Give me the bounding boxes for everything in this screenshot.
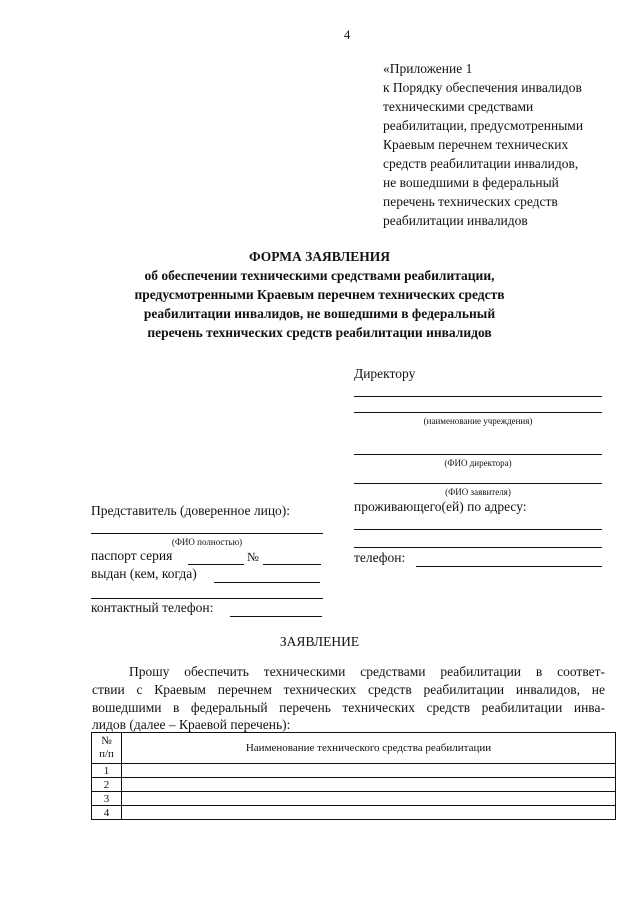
appendix-line: средств реабилитации инвалидов, (383, 156, 579, 171)
form-title-line: перечень технических средств реабилитации инвалидов (147, 325, 492, 340)
passport-label: паспорт серия (91, 548, 173, 563)
applicant-caption: (ФИО заявителя) (445, 487, 511, 497)
appendix-line: Краевым перечнем технических (383, 137, 569, 152)
form-heading: ФОРМА ЗАЯВЛЕНИЯ (248, 249, 391, 264)
header-num-line: п/п (99, 748, 114, 760)
institution-line-1[interactable] (354, 396, 602, 397)
fullname-caption: (ФИО полностью) (171, 537, 243, 547)
table-row (92, 778, 616, 792)
director-name-line[interactable] (354, 454, 602, 455)
row-number: 2 (92, 778, 122, 792)
passport-series-line[interactable] (188, 564, 244, 565)
representative-name-line[interactable] (91, 533, 323, 534)
residing-label: проживающего(ей) по адресу: (354, 499, 527, 514)
appendix-line: реабилитации инвалидов (383, 213, 528, 228)
page-number: 4 (344, 28, 351, 42)
contact-phone-line[interactable] (230, 616, 322, 617)
assistive-devices-table (91, 732, 616, 820)
row-name-cell[interactable] (122, 778, 616, 792)
phone-label: телефон: (354, 550, 406, 565)
appendix-line: «Приложение 1 (383, 61, 473, 76)
phone-line[interactable] (416, 566, 602, 567)
representative-title: Представитель (доверенное лицо): (91, 503, 291, 518)
appendix-line: реабилитации, предусмотренными (383, 118, 584, 133)
row-number: 1 (92, 764, 122, 778)
header-name-cell: Наименование технического средства реабилитации (122, 733, 616, 764)
statement-line: вошедшими в федеральный перечень технических средств реабилитации инва- (92, 700, 605, 715)
statement-line: Прошу обеспечить техническими средствами реабилитации в соответ- (129, 664, 605, 679)
appendix-line: к Порядку обеспечения инвалидов (383, 80, 582, 95)
table-row (92, 806, 616, 820)
number-sign: № (247, 550, 259, 564)
row-name-cell[interactable] (122, 764, 616, 778)
appendix-line: перечень технических средств (383, 194, 558, 209)
row-name-cell[interactable] (122, 792, 616, 806)
institution-line-2[interactable] (354, 412, 602, 413)
director-caption: (ФИО директора) (444, 458, 512, 468)
form-title-line: об обеспечении техническими средствами реабилитации, (144, 268, 495, 283)
address-line-1[interactable] (354, 529, 602, 530)
issued-line-2[interactable] (91, 598, 323, 599)
statement-title: ЗАЯВЛЕНИЕ (279, 634, 360, 649)
address-line-2[interactable] (354, 547, 602, 548)
issued-line[interactable] (214, 582, 320, 583)
header-num-cell (92, 733, 122, 764)
statement-line: лидов (далее – Краевой перечень): (92, 717, 291, 732)
statement-line: ствии с Краевым перечнем технических средств реабилитации инвалидов, не (92, 682, 605, 697)
issued-label: выдан (кем, когда) (91, 566, 197, 581)
row-number: 4 (92, 806, 122, 820)
table-row (92, 764, 616, 778)
institution-caption: (наименование учреждения) (423, 416, 533, 426)
form-title-line: реабилитации инвалидов, не вошедшими в федеральный (143, 306, 496, 321)
row-number: 3 (92, 792, 122, 806)
table-row (92, 792, 616, 806)
applicant-name-line[interactable] (354, 483, 602, 484)
appendix-line: не вошедшими в федеральный (383, 175, 559, 190)
header-num-line: № (101, 735, 112, 747)
appendix-line: техническими средствами (383, 99, 534, 114)
row-name-cell[interactable] (122, 806, 616, 820)
addressee-to: Директору (354, 366, 416, 381)
contact-phone-label: контактный телефон: (91, 600, 214, 615)
table-header-row (92, 733, 616, 764)
passport-number-line[interactable] (263, 564, 321, 565)
form-title-line: предусмотренными Краевым перечнем технических средств (134, 287, 505, 302)
